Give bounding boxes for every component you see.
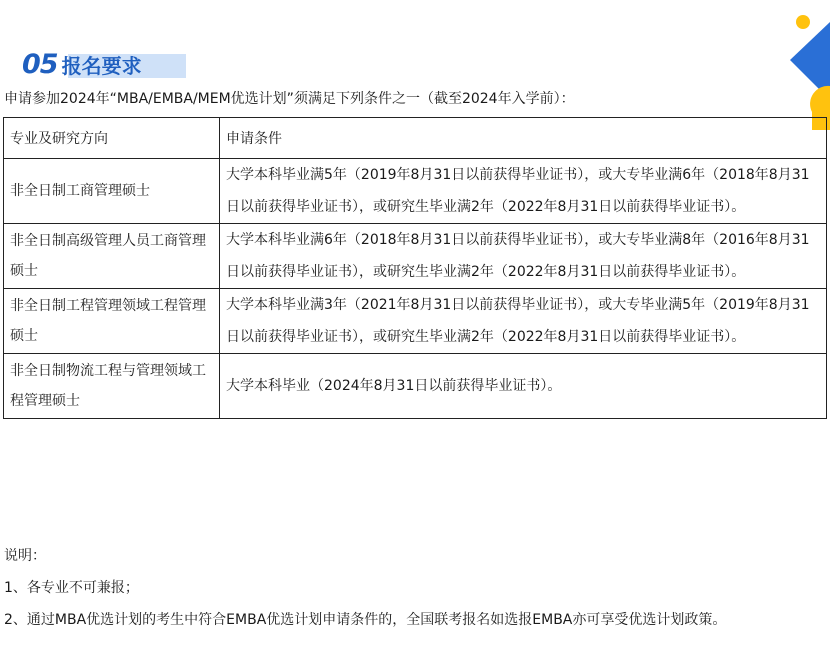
major-cell: 非全日制高级管理人员工商管理硕士 xyxy=(4,224,220,289)
requirements-table xyxy=(3,117,827,419)
table-row xyxy=(4,159,827,224)
header-major: 专业及研究方向 xyxy=(4,118,220,159)
notes-heading: 说明： xyxy=(4,548,46,564)
condition-cell: 大学本科毕业（2024年8月31日以前获得毕业证书）。 xyxy=(220,354,827,419)
table-row xyxy=(4,289,827,354)
condition-cell: 大学本科毕业满5年（2019年8月31日以前获得毕业证书），或大专毕业满6年（2018年8月31日以前获得毕业证书），或研究生毕业满2年（2022年8月31日以前获得毕业证书）。 xyxy=(220,159,827,224)
section-number: 05 xyxy=(22,48,58,80)
header-condition: 申请条件 xyxy=(220,118,827,159)
yellow-dot-icon xyxy=(796,15,810,29)
intro-text: 申请参加2024年“MBA/EMBA/MEM优选计划”须满足下列条件之一（截至2024年入学前）： xyxy=(4,91,575,107)
corner-decoration xyxy=(750,0,830,130)
table-row xyxy=(4,354,827,419)
note-item: 2、通过MBA优选计划的考生中符合EMBA优选计划申请条件的，全国联考报名如选报EMBA亦可享受优选计划政策。 xyxy=(4,612,727,628)
condition-cell: 大学本科毕业满3年（2021年8月31日以前获得毕业证书），或大专毕业满5年（2019年8月31日以前获得毕业证书），或研究生毕业满2年（2022年8月31日以前获得毕业证书）。 xyxy=(220,289,827,354)
section-heading xyxy=(22,46,142,82)
notes-section xyxy=(4,540,824,636)
section-title: 报名要求 xyxy=(61,53,142,78)
table-row xyxy=(4,224,827,289)
major-cell: 非全日制物流工程与管理领域工程管理硕士 xyxy=(4,354,220,419)
table-header-row xyxy=(4,118,827,159)
major-cell: 非全日制工程管理领域工程管理硕士 xyxy=(4,289,220,354)
note-item: 1、各专业不可兼报； xyxy=(4,580,139,596)
condition-cell: 大学本科毕业满6年（2018年8月31日以前获得毕业证书），或大专毕业满8年（2016年8月31日以前获得毕业证书），或研究生毕业满2年（2022年8月31日以前获得毕业证书）。 xyxy=(220,224,827,289)
major-cell: 非全日制工商管理硕士 xyxy=(4,159,220,224)
